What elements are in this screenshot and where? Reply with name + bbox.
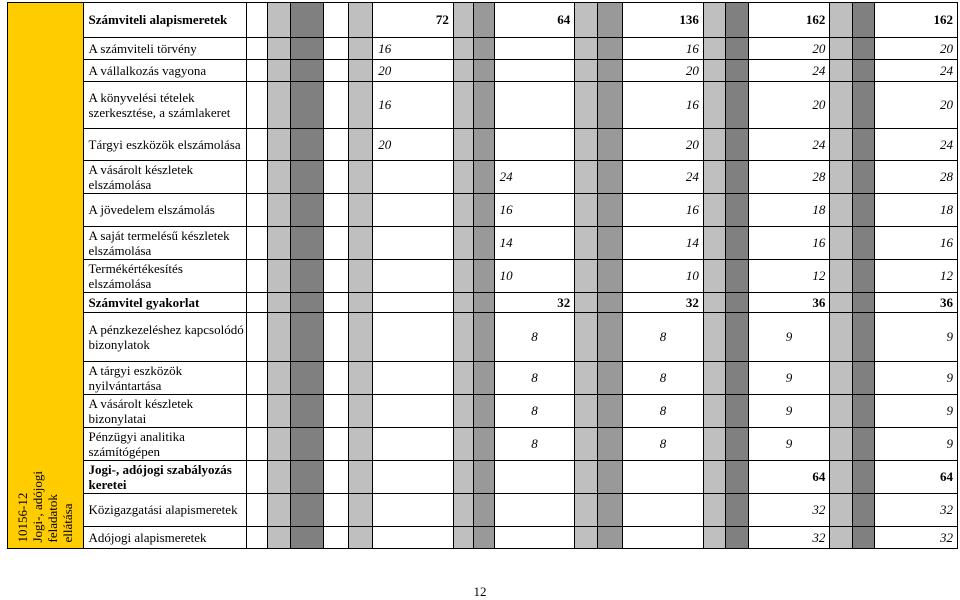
hours-cell: 9 <box>875 395 958 428</box>
hours-cell: 16 <box>494 194 575 227</box>
hours-cell: 8 <box>494 362 575 395</box>
hours-cell: 9 <box>748 313 830 362</box>
hours-cell: 12 <box>748 260 830 293</box>
hours-cell: 32 <box>748 527 830 549</box>
hours-cell: 64 <box>875 461 958 494</box>
module-title-line-3: ellátása <box>60 503 76 542</box>
hours-cell: 9 <box>875 428 958 461</box>
hours-cell: 9 <box>748 395 830 428</box>
hours-cell: 20 <box>373 60 454 82</box>
hours-cell: 16 <box>623 194 704 227</box>
module-title-line-2: feladatok <box>45 493 61 542</box>
subject-name: A saját termelésű készletek elszámolása <box>83 227 246 260</box>
hours-cell: 20 <box>623 60 704 82</box>
subject-name: A vállalkozás vagyona <box>83 60 246 82</box>
hours-cell: 20 <box>748 82 830 129</box>
module-title-line-1: Jogi-, adójogi <box>30 470 46 542</box>
hours-cell: 24 <box>875 60 958 82</box>
hours-cell: 36 <box>875 293 958 313</box>
hours-cell: 16 <box>623 82 704 129</box>
hours-cell: 32 <box>875 527 958 549</box>
hours-cell: 24 <box>748 60 830 82</box>
subject-name: Számvitel gyakorlat <box>83 293 246 313</box>
hours-cell: 16 <box>373 38 454 60</box>
subject-name: A pénzkezeléshez kapcsolódó bizonylatok <box>83 313 246 362</box>
table-row <box>8 494 958 527</box>
table-row <box>8 395 958 428</box>
hours-cell: 20 <box>875 38 958 60</box>
hours-cell: 16 <box>748 227 830 260</box>
hours-cell: 32 <box>875 494 958 527</box>
hours-cell: 18 <box>748 194 830 227</box>
subject-name: A könyvelési tételek szerkesztése, a számlakeret <box>83 82 246 129</box>
page-number: 12 <box>473 584 487 599</box>
subject-name: Pénzügyi analitika számítógépen <box>83 428 246 461</box>
hours-cell: 8 <box>623 362 704 395</box>
subject-name: A számviteli törvény <box>83 38 246 60</box>
hours-cell: 28 <box>875 161 958 194</box>
table-row <box>8 527 958 549</box>
subject-name: A vásárolt készletek bizonylatai <box>83 395 246 428</box>
table-row <box>8 293 958 313</box>
table-row <box>8 38 958 60</box>
hours-cell: 32 <box>623 293 704 313</box>
hours-cell: 18 <box>875 194 958 227</box>
subject-name: Tárgyi eszközök elszámolása <box>83 129 246 161</box>
subject-name: A jövedelem elszámolás <box>83 194 246 227</box>
hours-cell: 12 <box>875 260 958 293</box>
hours-cell: 28 <box>748 161 830 194</box>
hours-cell: 10 <box>623 260 704 293</box>
subject-name: Adójogi alapismeretek <box>83 527 246 549</box>
hours-cell: 32 <box>494 293 575 313</box>
hours-cell: 9 <box>748 428 830 461</box>
hours-cell: 8 <box>623 428 704 461</box>
table-row <box>8 161 958 194</box>
hours-cell: 72 <box>373 3 454 38</box>
table-row <box>8 313 958 362</box>
hours-cell: 36 <box>748 293 830 313</box>
table-row <box>8 194 958 227</box>
subject-name: Termékértékesítés elszámolása <box>83 260 246 293</box>
hours-cell: 24 <box>494 161 575 194</box>
hours-cell: 8 <box>494 428 575 461</box>
hours-cell: 162 <box>875 3 958 38</box>
table-row <box>8 60 958 82</box>
curriculum-table <box>7 2 958 549</box>
table-row <box>8 461 958 494</box>
hours-cell: 16 <box>875 227 958 260</box>
subject-name: A tárgyi eszközök nyilvántartása <box>83 362 246 395</box>
hours-cell: 24 <box>748 129 830 161</box>
hours-cell: 16 <box>373 82 454 129</box>
table-row <box>8 428 958 461</box>
hours-cell: 14 <box>623 227 704 260</box>
hours-cell: 64 <box>494 3 575 38</box>
table-row <box>8 362 958 395</box>
hours-cell: 24 <box>623 161 704 194</box>
hours-cell: 8 <box>494 395 575 428</box>
hours-cell: 9 <box>875 313 958 362</box>
hours-cell: 20 <box>373 129 454 161</box>
module-band <box>8 3 84 549</box>
table-row <box>8 82 958 129</box>
module-code: 10156-12 <box>15 492 31 542</box>
hours-cell: 136 <box>623 3 704 38</box>
subject-name: A vásárolt készletek elszámolása <box>83 161 246 194</box>
hours-cell: 8 <box>494 313 575 362</box>
hours-cell: 20 <box>623 129 704 161</box>
hours-cell: 32 <box>748 494 830 527</box>
table-row <box>8 260 958 293</box>
hours-cell: 10 <box>494 260 575 293</box>
subject-name: Közigazgatási alapismeretek <box>83 494 246 527</box>
hours-cell: 14 <box>494 227 575 260</box>
hours-cell: 20 <box>748 38 830 60</box>
hours-cell: 20 <box>875 82 958 129</box>
hours-cell: 9 <box>748 362 830 395</box>
hours-cell: 9 <box>875 362 958 395</box>
hours-cell: 8 <box>623 395 704 428</box>
hours-cell: 162 <box>748 3 830 38</box>
table-row <box>8 129 958 161</box>
hours-cell: 16 <box>623 38 704 60</box>
hours-cell: 24 <box>875 129 958 161</box>
table-row <box>8 227 958 260</box>
subject-name: Jogi-, adójogi szabályozás keretei <box>83 461 246 494</box>
hours-cell: 8 <box>623 313 704 362</box>
subject-name: Számviteli alapismeretek <box>83 3 246 38</box>
hours-cell: 64 <box>748 461 830 494</box>
table-row <box>8 3 958 38</box>
module-label <box>15 471 75 543</box>
